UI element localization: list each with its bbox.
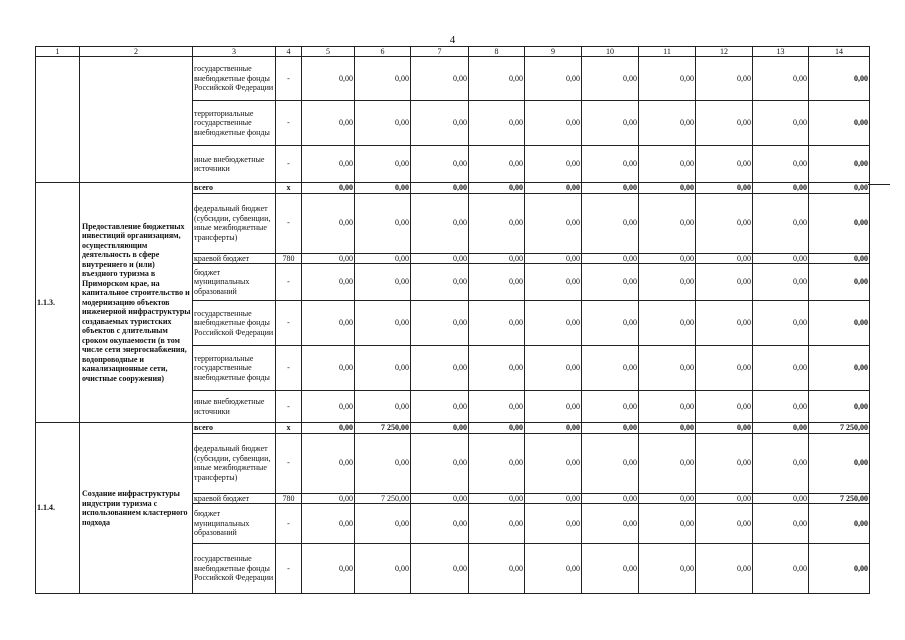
amount-cell: 0,00 [355,433,411,493]
amount-cell: 0,00 [411,433,469,493]
amount-cell: 0,00 [469,423,525,434]
amount-cell: 0,00 [582,146,639,183]
budget-code: - [276,301,302,346]
amount-cell: 0,00 [696,253,753,264]
amount-cell: 0,00 [582,264,639,301]
amount-cell: 0,00 [639,57,696,101]
funding-source: краевой бюджет [193,253,276,264]
column-header: 4 [276,47,302,57]
amount-cell: 0,00 [582,346,639,391]
amount-cell: 0,00 [809,433,870,493]
budget-code: - [276,391,302,423]
column-header: 6 [355,47,411,57]
amount-cell: 0,00 [582,433,639,493]
amount-cell: 0,00 [411,346,469,391]
amount-cell: 0,00 [809,253,870,264]
amount-cell: 0,00 [355,57,411,101]
budget-code: - [276,504,302,544]
amount-cell: 0,00 [809,101,870,146]
amount-cell: 0,00 [411,504,469,544]
amount-cell: 0,00 [411,301,469,346]
amount-cell: 0,00 [525,264,582,301]
amount-cell: 0,00 [525,423,582,434]
amount-cell: 0,00 [525,301,582,346]
amount-cell: 7 250,00 [809,493,870,504]
amount-cell: 0,00 [525,146,582,183]
funding-source: всего [193,183,276,194]
amount-cell: 0,00 [753,504,809,544]
amount-cell: 0,00 [525,391,582,423]
amount-cell: 0,00 [582,57,639,101]
amount-cell: 0,00 [696,193,753,253]
funding-source: федеральный бюджет (субсидии, субвенции, иные межбюджетные трансферты) [193,433,276,493]
amount-cell: 0,00 [639,423,696,434]
funding-source: государственные внебюджетные фонды Российской Федерации [193,544,276,594]
amount-cell: 0,00 [639,253,696,264]
amount-cell: 0,00 [753,146,809,183]
amount-cell: 0,00 [582,193,639,253]
amount-cell: 0,00 [411,493,469,504]
amount-cell: 0,00 [525,57,582,101]
table-row [36,423,870,434]
column-header: 11 [639,47,696,57]
amount-cell: 0,00 [639,264,696,301]
amount-cell: 0,00 [753,193,809,253]
amount-cell: 0,00 [302,193,355,253]
budget-code: - [276,433,302,493]
amount-cell: 0,00 [302,264,355,301]
column-header: 3 [193,47,276,57]
amount-cell: 0,00 [411,423,469,434]
amount-cell: 0,00 [639,101,696,146]
item-name [80,57,193,183]
amount-cell: 0,00 [355,101,411,146]
amount-cell: 0,00 [302,391,355,423]
amount-cell: 0,00 [809,544,870,594]
amount-cell: 0,00 [753,301,809,346]
budget-code: х [276,183,302,194]
budget-code: - [276,57,302,101]
amount-cell: 0,00 [525,544,582,594]
amount-cell: 0,00 [469,193,525,253]
amount-cell: 0,00 [469,391,525,423]
amount-cell: 0,00 [302,544,355,594]
amount-cell: 0,00 [469,504,525,544]
amount-cell: 0,00 [753,101,809,146]
budget-table [35,46,870,594]
amount-cell: 0,00 [302,493,355,504]
budget-code: 780 [276,493,302,504]
amount-cell: 7 250,00 [355,493,411,504]
amount-cell: 0,00 [411,264,469,301]
item-name: Предоставление бюджетных инвестиций организациям, осуществляющим деятельность в сфере внутреннего и (или) въездного туризма в Приморском крае, на капитальное строительство и модернизацию объектов инженерной инфраструктуры создаваемых туристских объектов с длительным сроком окупаемости (в том числе сети энергоснабжения, водопроводные и канализационные сети, очистные сооружения) [80,183,193,423]
amount-cell: 0,00 [411,253,469,264]
amount-cell: 0,00 [582,493,639,504]
amount-cell: 0,00 [411,57,469,101]
amount-cell: 0,00 [469,493,525,504]
amount-cell: 0,00 [355,193,411,253]
column-header: 10 [582,47,639,57]
amount-cell: 0,00 [753,346,809,391]
item-number: 1.1.4. [36,423,80,594]
amount-cell: 0,00 [753,183,809,194]
funding-source: иные внебюджетные источники [193,146,276,183]
amount-cell: 0,00 [411,193,469,253]
amount-cell: 0,00 [809,264,870,301]
amount-cell: 0,00 [469,146,525,183]
column-header: 12 [696,47,753,57]
amount-cell: 0,00 [696,346,753,391]
amount-cell: 0,00 [582,504,639,544]
column-header: 7 [411,47,469,57]
amount-cell: 0,00 [696,301,753,346]
amount-cell: 0,00 [469,544,525,594]
amount-cell: 0,00 [639,504,696,544]
amount-cell: 0,00 [809,346,870,391]
amount-cell: 0,00 [696,57,753,101]
amount-cell: 0,00 [639,544,696,594]
amount-cell: 0,00 [525,183,582,194]
amount-cell: 0,00 [696,493,753,504]
funding-source: территориальные государственные внебюджетные фонды [193,346,276,391]
amount-cell: 0,00 [696,391,753,423]
table-row [36,57,870,101]
amount-cell: 0,00 [525,433,582,493]
amount-cell: 0,00 [525,193,582,253]
amount-cell: 0,00 [639,433,696,493]
amount-cell: 0,00 [302,301,355,346]
column-header: 8 [469,47,525,57]
amount-cell: 0,00 [355,146,411,183]
amount-cell: 0,00 [525,493,582,504]
amount-cell: 0,00 [355,264,411,301]
amount-cell: 0,00 [411,391,469,423]
funding-source: бюджет муниципальных образований [193,264,276,301]
amount-cell: 0,00 [809,391,870,423]
amount-cell: 0,00 [302,146,355,183]
amount-cell: 0,00 [753,391,809,423]
amount-cell: 0,00 [639,391,696,423]
amount-cell: 0,00 [469,253,525,264]
column-header: 13 [753,47,809,57]
column-header: 5 [302,47,355,57]
header-row [36,47,870,57]
amount-cell: 0,00 [469,264,525,301]
amount-cell: 0,00 [525,101,582,146]
amount-cell: 0,00 [411,544,469,594]
funding-source: федеральный бюджет (субсидии, субвенции, иные межбюджетные трансферты) [193,193,276,253]
amount-cell: 0,00 [639,493,696,504]
amount-cell: 0,00 [469,57,525,101]
amount-cell: 7 250,00 [355,423,411,434]
amount-cell: 0,00 [525,346,582,391]
amount-cell: 0,00 [469,101,525,146]
funding-source: государственные внебюджетные фонды Российской Федерации [193,57,276,101]
table-body [36,47,870,594]
funding-source: бюджет муниципальных образований [193,504,276,544]
funding-source: краевой бюджет [193,493,276,504]
amount-cell: 0,00 [696,183,753,194]
amount-cell: 0,00 [696,146,753,183]
amount-cell: 0,00 [355,391,411,423]
item-name: Создание инфраструктуры индустрии туризма с использованием кластерного подхода [80,423,193,594]
amount-cell: 0,00 [582,391,639,423]
amount-cell: 0,00 [582,544,639,594]
amount-cell: 0,00 [582,301,639,346]
amount-cell: 0,00 [355,504,411,544]
amount-cell: 0,00 [753,423,809,434]
amount-cell: 0,00 [696,504,753,544]
funding-source: иные внебюджетные источники [193,391,276,423]
budget-code: - [276,101,302,146]
amount-cell: 0,00 [753,253,809,264]
amount-cell: 0,00 [469,183,525,194]
amount-cell: 0,00 [696,101,753,146]
budget-code: - [276,146,302,183]
budget-code: 780 [276,253,302,264]
amount-cell: 0,00 [355,544,411,594]
amount-cell: 0,00 [809,57,870,101]
amount-cell: 0,00 [582,183,639,194]
amount-cell: 0,00 [302,423,355,434]
amount-cell: 0,00 [753,544,809,594]
amount-cell: 0,00 [582,253,639,264]
budget-code: - [276,544,302,594]
funding-source: всего [193,423,276,434]
amount-cell: 0,00 [639,346,696,391]
budget-code: х [276,423,302,434]
item-number: 1.1.3. [36,183,80,423]
amount-cell: 0,00 [469,346,525,391]
amount-cell: 0,00 [809,183,870,194]
amount-cell: 0,00 [469,301,525,346]
amount-cell: 0,00 [302,101,355,146]
amount-cell: 0,00 [639,146,696,183]
amount-cell: 0,00 [302,183,355,194]
amount-cell: 0,00 [809,504,870,544]
page-number: 4 [449,34,456,46]
funding-source: государственные внебюджетные фонды Российской Федерации [193,301,276,346]
amount-cell: 0,00 [809,193,870,253]
column-header: 2 [80,47,193,57]
amount-cell: 0,00 [525,504,582,544]
margin-rule [868,184,890,185]
amount-cell: 0,00 [302,57,355,101]
amount-cell: 0,00 [753,433,809,493]
amount-cell: 0,00 [809,301,870,346]
amount-cell: 0,00 [753,57,809,101]
amount-cell: 0,00 [302,346,355,391]
table-row [36,183,870,194]
amount-cell: 0,00 [411,146,469,183]
amount-cell: 0,00 [809,146,870,183]
column-header: 14 [809,47,870,57]
amount-cell: 0,00 [469,433,525,493]
amount-cell: 0,00 [355,346,411,391]
amount-cell: 0,00 [582,101,639,146]
amount-cell: 0,00 [639,301,696,346]
amount-cell: 0,00 [753,264,809,301]
budget-code: - [276,264,302,301]
amount-cell: 0,00 [639,193,696,253]
budget-code: - [276,193,302,253]
amount-cell: 0,00 [582,423,639,434]
amount-cell: 0,00 [355,253,411,264]
amount-cell: 0,00 [302,253,355,264]
amount-cell: 0,00 [525,253,582,264]
amount-cell: 0,00 [302,504,355,544]
amount-cell: 0,00 [411,183,469,194]
amount-cell: 0,00 [753,493,809,504]
amount-cell: 0,00 [355,301,411,346]
funding-source: территориальные государственные внебюджетные фонды [193,101,276,146]
amount-cell: 0,00 [411,101,469,146]
amount-cell: 7 250,00 [809,423,870,434]
item-number [36,57,80,183]
budget-code: - [276,346,302,391]
amount-cell: 0,00 [639,183,696,194]
column-header: 1 [36,47,80,57]
amount-cell: 0,00 [696,264,753,301]
amount-cell: 0,00 [696,423,753,434]
amount-cell: 0,00 [355,183,411,194]
amount-cell: 0,00 [696,433,753,493]
amount-cell: 0,00 [302,433,355,493]
column-header: 9 [525,47,582,57]
amount-cell: 0,00 [696,544,753,594]
